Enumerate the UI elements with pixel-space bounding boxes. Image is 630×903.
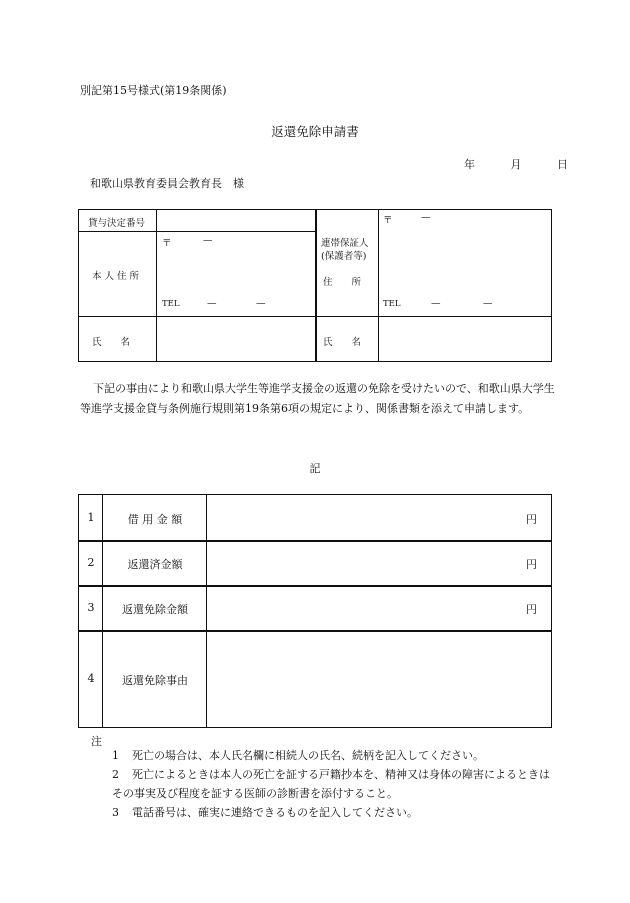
date-line [464,156,568,172]
applicant-address-field[interactable] [159,250,313,296]
form-number-label: 別記第15号様式(第19条関係) [80,84,227,97]
document-title: 返還免除申請書 [271,124,359,139]
note-2 [112,765,552,803]
guarantor-address-field[interactable] [381,228,547,296]
item-row-4 [79,631,551,727]
yen-unit: 円 [526,558,537,571]
date-day: 日 [557,158,568,171]
yen-unit: 円 [526,513,537,526]
note-text: 死亡によるときは本人の死亡を証する戸籍抄本を、精神又は身体の障害によるときはその事実及び程度を証する医師の診断書を添付すること。 [112,768,550,800]
guarantor-tel-label: TEL [383,299,401,309]
note-text: 電話番号は、確実に連絡できるものを記入してください。 [132,806,418,819]
item-label: 借 用 金 額 [127,513,183,526]
item-label: 返還免除金額 [122,603,188,616]
record-heading: 記 [309,462,321,475]
item-label: 返還済金額 [127,558,183,571]
guarantor-tel-dash-1: — [431,298,441,309]
note-number: 1 [112,749,119,762]
applicant-name-label: 氏 名 [92,337,131,348]
date-year: 年 [464,158,475,171]
postal-dash: — [203,235,213,246]
item-row-3 [79,586,551,630]
applicant-tel-label: TEL [162,299,180,309]
yen-unit: 円 [526,603,537,616]
guarantor-label: 連帯保証人 [321,238,369,249]
request-statement: 下記の事由により和歌山県大学生等進学支援金の返還の免除を受けたいので、和歌山県大学生等進学支援金貸与条例施行規則第19条第6項の規定により、関係書類を添えて申請します。 [80,382,555,415]
item-label: 返還免除事由 [122,674,188,687]
item-row-2 [79,541,551,585]
note-text: 死亡の場合は、本人氏名欄に相続人の氏名、続柄を記入してください。 [132,749,484,762]
item-row-1 [79,495,551,540]
applicant-name-field[interactable] [159,320,313,358]
guarantor-sublabel: (保護者等) [321,251,367,262]
loan-number-label: 貸与決定番号 [88,218,146,229]
particulars-table [78,494,552,728]
date-month: 月 [510,158,522,171]
item-number: 1 [87,511,95,524]
applicant-tel-dash-1: — [207,298,217,309]
guarantor-tel-dash-2: — [483,298,493,309]
item-number: 4 [87,672,95,685]
note-number: 2 [112,768,119,781]
guarantor-name-label: 氏 名 [323,337,362,348]
postal-mark: 〒 [162,238,172,249]
item-number: 2 [87,556,95,569]
note-number: 3 [112,806,119,819]
item-number: 3 [87,601,95,614]
guarantor-address-label: 住 所 [323,277,362,288]
guarantor-postal-dash: — [421,212,431,223]
guarantor-name-field[interactable] [381,320,547,358]
note-3 [112,803,558,822]
guarantor-postal-mark: 〒 [383,215,393,226]
note-1 [112,746,558,765]
applicant-tel-dash-2: — [256,298,266,309]
applicant-address-label: 本人住所 [92,271,143,282]
loan-number-field[interactable] [159,213,313,229]
applicant-table [78,209,552,362]
notes-heading: 注 [91,735,102,748]
addressee: 和歌山県教育委員会教育長 様 [90,177,244,190]
